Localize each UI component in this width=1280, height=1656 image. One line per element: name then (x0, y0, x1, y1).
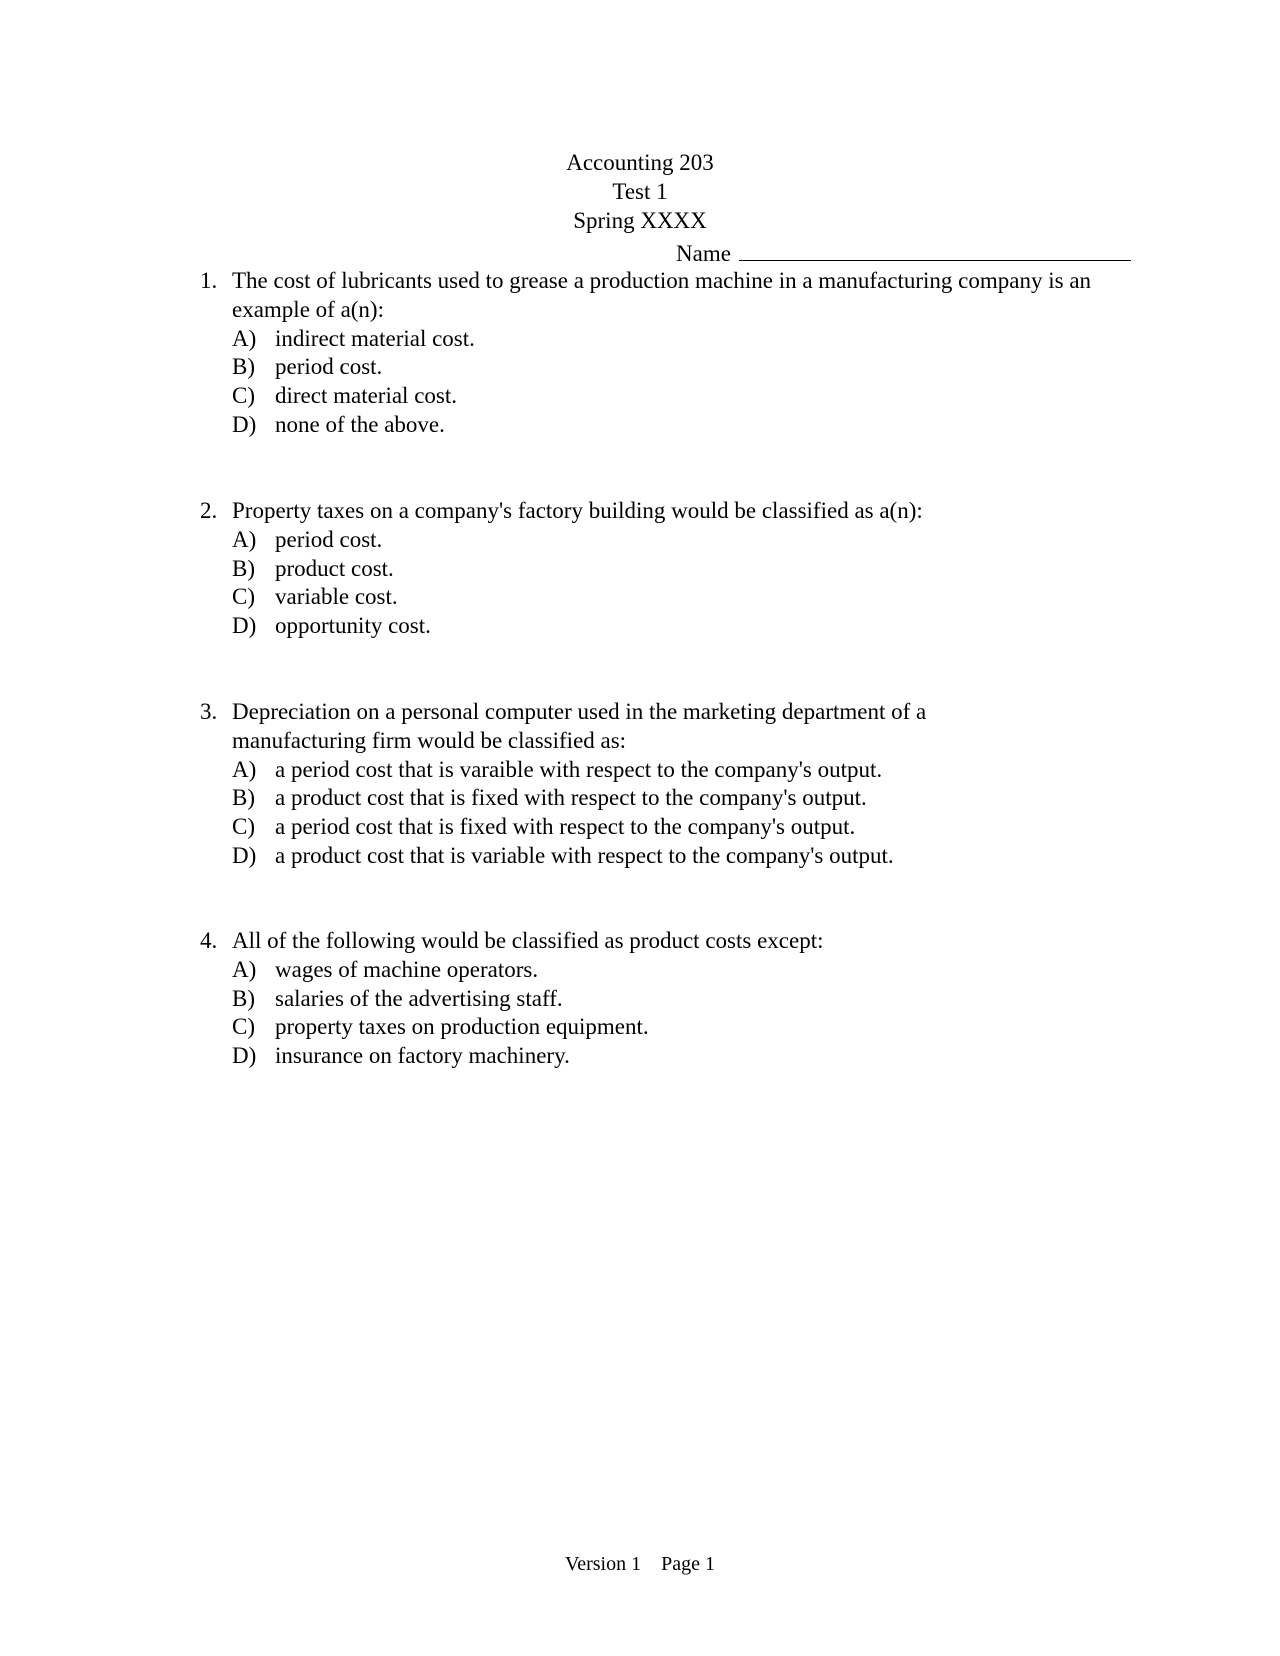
question-1 (200, 267, 1130, 440)
option-letter: C) (232, 383, 255, 409)
option-text: period cost. (275, 354, 383, 380)
option-c (200, 813, 1130, 842)
option-c (200, 382, 1130, 411)
option-text: none of the above. (275, 411, 445, 437)
name-field[interactable] (676, 238, 1131, 267)
question-text: Property taxes on a company's factory building would be classified as a(n): (232, 498, 923, 523)
option-letter: D) (232, 1043, 257, 1069)
option-list (200, 526, 1130, 641)
option-a (200, 526, 1130, 555)
option-letter: B) (232, 785, 255, 811)
option-d (200, 1042, 1130, 1071)
option-text: product cost. (275, 555, 394, 581)
option-text: a period cost that is varaible with respect to the company's output. (275, 756, 883, 782)
option-letter: C) (232, 814, 255, 840)
question-text: Depreciation on a personal computer used in the marketing department of a manufacturing firm would be classified as: (232, 699, 927, 753)
option-b (200, 353, 1130, 382)
option-text: opportunity cost. (275, 613, 431, 639)
option-d (200, 842, 1130, 871)
option-text: variable cost. (275, 584, 398, 610)
exam-header (0, 148, 1280, 235)
course-title: Accounting 203 (566, 150, 714, 175)
option-list (200, 325, 1130, 440)
question-number: 2. (200, 498, 218, 523)
option-letter: A) (232, 526, 257, 552)
option-list (200, 956, 1130, 1071)
option-b (200, 784, 1130, 813)
option-letter: D) (232, 411, 257, 437)
option-text: period cost. (275, 526, 383, 552)
option-letter: A) (232, 956, 257, 982)
option-letter: B) (232, 354, 255, 380)
option-c (200, 583, 1130, 612)
question-stem (200, 267, 1152, 325)
option-letter: D) (232, 842, 257, 868)
option-text: property taxes on production equipment. (275, 1014, 649, 1040)
test-title: Test 1 (612, 179, 668, 204)
option-list (200, 756, 1130, 871)
option-b (200, 985, 1130, 1014)
question-text: The cost of lubricants used to grease a production machine in a manufacturing company is an example of a(n): (232, 268, 1092, 322)
option-text: salaries of the advertising staff. (275, 985, 563, 1011)
question-3 (200, 698, 1130, 871)
term-title: Spring XXXX (573, 208, 707, 233)
name-blank-line[interactable] (739, 238, 1131, 261)
option-d (200, 411, 1130, 440)
option-d (200, 612, 1130, 641)
option-text: wages of machine operators. (275, 956, 539, 982)
option-letter: D) (232, 613, 257, 639)
name-label: Name (676, 241, 731, 266)
option-text: direct material cost. (275, 383, 458, 409)
question-number: 3. (200, 699, 218, 724)
option-letter: A) (232, 325, 257, 351)
question-stem (200, 927, 1130, 956)
question-text: All of the following would be classified as product costs except: (232, 928, 824, 953)
page-footer (0, 1553, 1280, 1576)
option-letter: B) (232, 985, 255, 1011)
option-text: a product cost that is variable with respect to the company's output. (275, 842, 894, 868)
option-text: insurance on factory machinery. (275, 1043, 570, 1069)
question-stem (200, 497, 1130, 526)
option-b (200, 555, 1130, 584)
option-a (200, 956, 1130, 985)
option-text: indirect material cost. (275, 325, 475, 351)
page-number: Page 1 (661, 1553, 715, 1575)
option-letter: B) (232, 555, 255, 581)
question-number: 1. (200, 268, 218, 293)
version-label: Version 1 (565, 1553, 642, 1575)
question-number: 4. (200, 928, 218, 953)
question-stem (200, 698, 1022, 756)
question-4 (200, 927, 1130, 1071)
option-a (200, 756, 1130, 785)
option-text: a product cost that is fixed with respect to the company's output. (275, 785, 867, 811)
option-text: a period cost that is fixed with respect to the company's output. (275, 814, 856, 840)
question-2 (200, 497, 1130, 641)
option-letter: C) (232, 1014, 255, 1040)
option-letter: A) (232, 756, 257, 782)
option-a (200, 325, 1130, 354)
option-c (200, 1013, 1130, 1042)
option-letter: C) (232, 584, 255, 610)
